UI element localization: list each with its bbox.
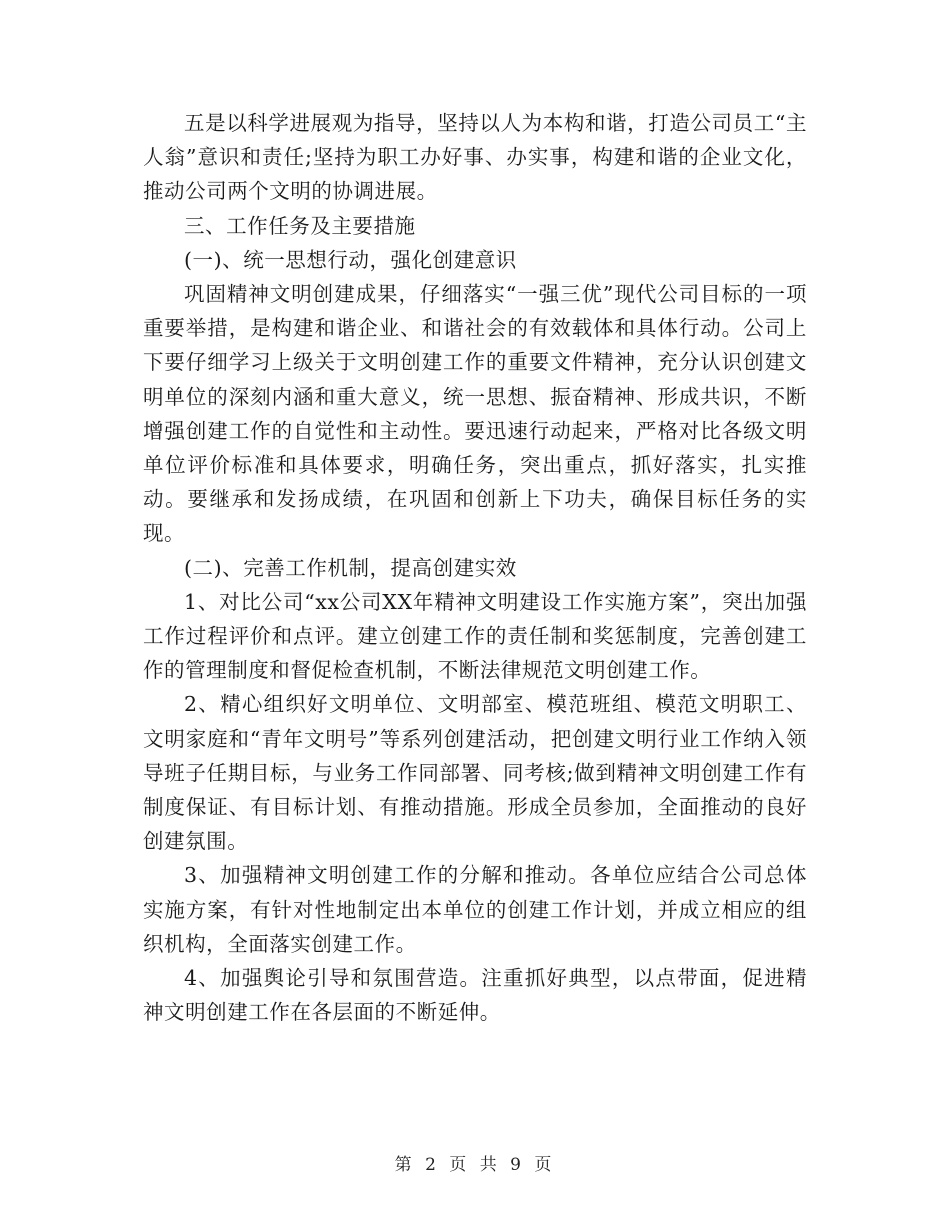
paragraph-item-4: 4、加强舆论引导和氛围营造。注重抓好典型，以点带面，促进精神文明创建工作在各层面的不断延伸。	[143, 966, 807, 1025]
paragraph-item-3: 3、加强精神文明创建工作的分解和推动。各单位应结合公司总体实施方案，有针对性地制定出本单位的创建工作计划，并成立相应的组织机构，全面落实创建工作。	[143, 863, 807, 956]
paragraph-consolidate-achievements: 巩固精神文明创建成果，仔细落实“一强三优”现代公司目标的一项重要举措，是构建和谐企业、和谐社会的有效载体和具体行动。公司上下要仔细学习上级关于文明创建工作的重要文件精神，充分认识创建文明单位的深刻内涵和重大意义，统一思想、振奋精神、形成共识，不断增强创建工作的自觉性和主动性。要迅速行动起来，严格对比各级文明单位评价标准和具体要求，明确任务，突出重点，抓好落实，扎实推动。要继承和发扬成绩，在巩固和创新上下功夫，确保目标任务的实现。	[143, 282, 807, 546]
paragraph-item-1: 1、对比公司“xx公司XX年精神文明建设工作实施方案”，突出加强工作过程评价和点评。建立创建工作的责任制和奖惩制度，完善创建工作的管理制度和督促检查机制，不断法律规范文明创建工作。	[143, 589, 807, 683]
section-heading-tasks-measures: 三、工作任务及主要措施	[184, 213, 416, 238]
paragraph-item-2: 2、精心组织好文明单位、文明部室、模范班组、模范文明职工、文明家庭和“青年文明号”等系列创建活动，把创建文明行业工作纳入领导班子任期目标，与业务工作同部署、同考核;做到精神文明创建工作有制度保证、有目标计划、有推动措施。形成全员参加，全面推动的良好创建氛围。	[143, 692, 807, 854]
document-body	[143, 106, 807, 1029]
page-number-footer: 第 2 页 共 9 页	[394, 1155, 556, 1175]
subheading-improve-mechanism: (二)、完善工作机制，提高创建实效	[184, 555, 517, 580]
subheading-unify-thinking: (一)、统一思想行动，强化创建意识	[184, 247, 517, 272]
paragraph-guiding-principle: 五是以科学进展观为指导，坚持以人为本构和谐，打造公司员工“主人翁”意识和责任;坚持为职工办好事、办实事，构建和谐的企业文化，推动公司两个文明的协调进展。	[143, 111, 807, 204]
